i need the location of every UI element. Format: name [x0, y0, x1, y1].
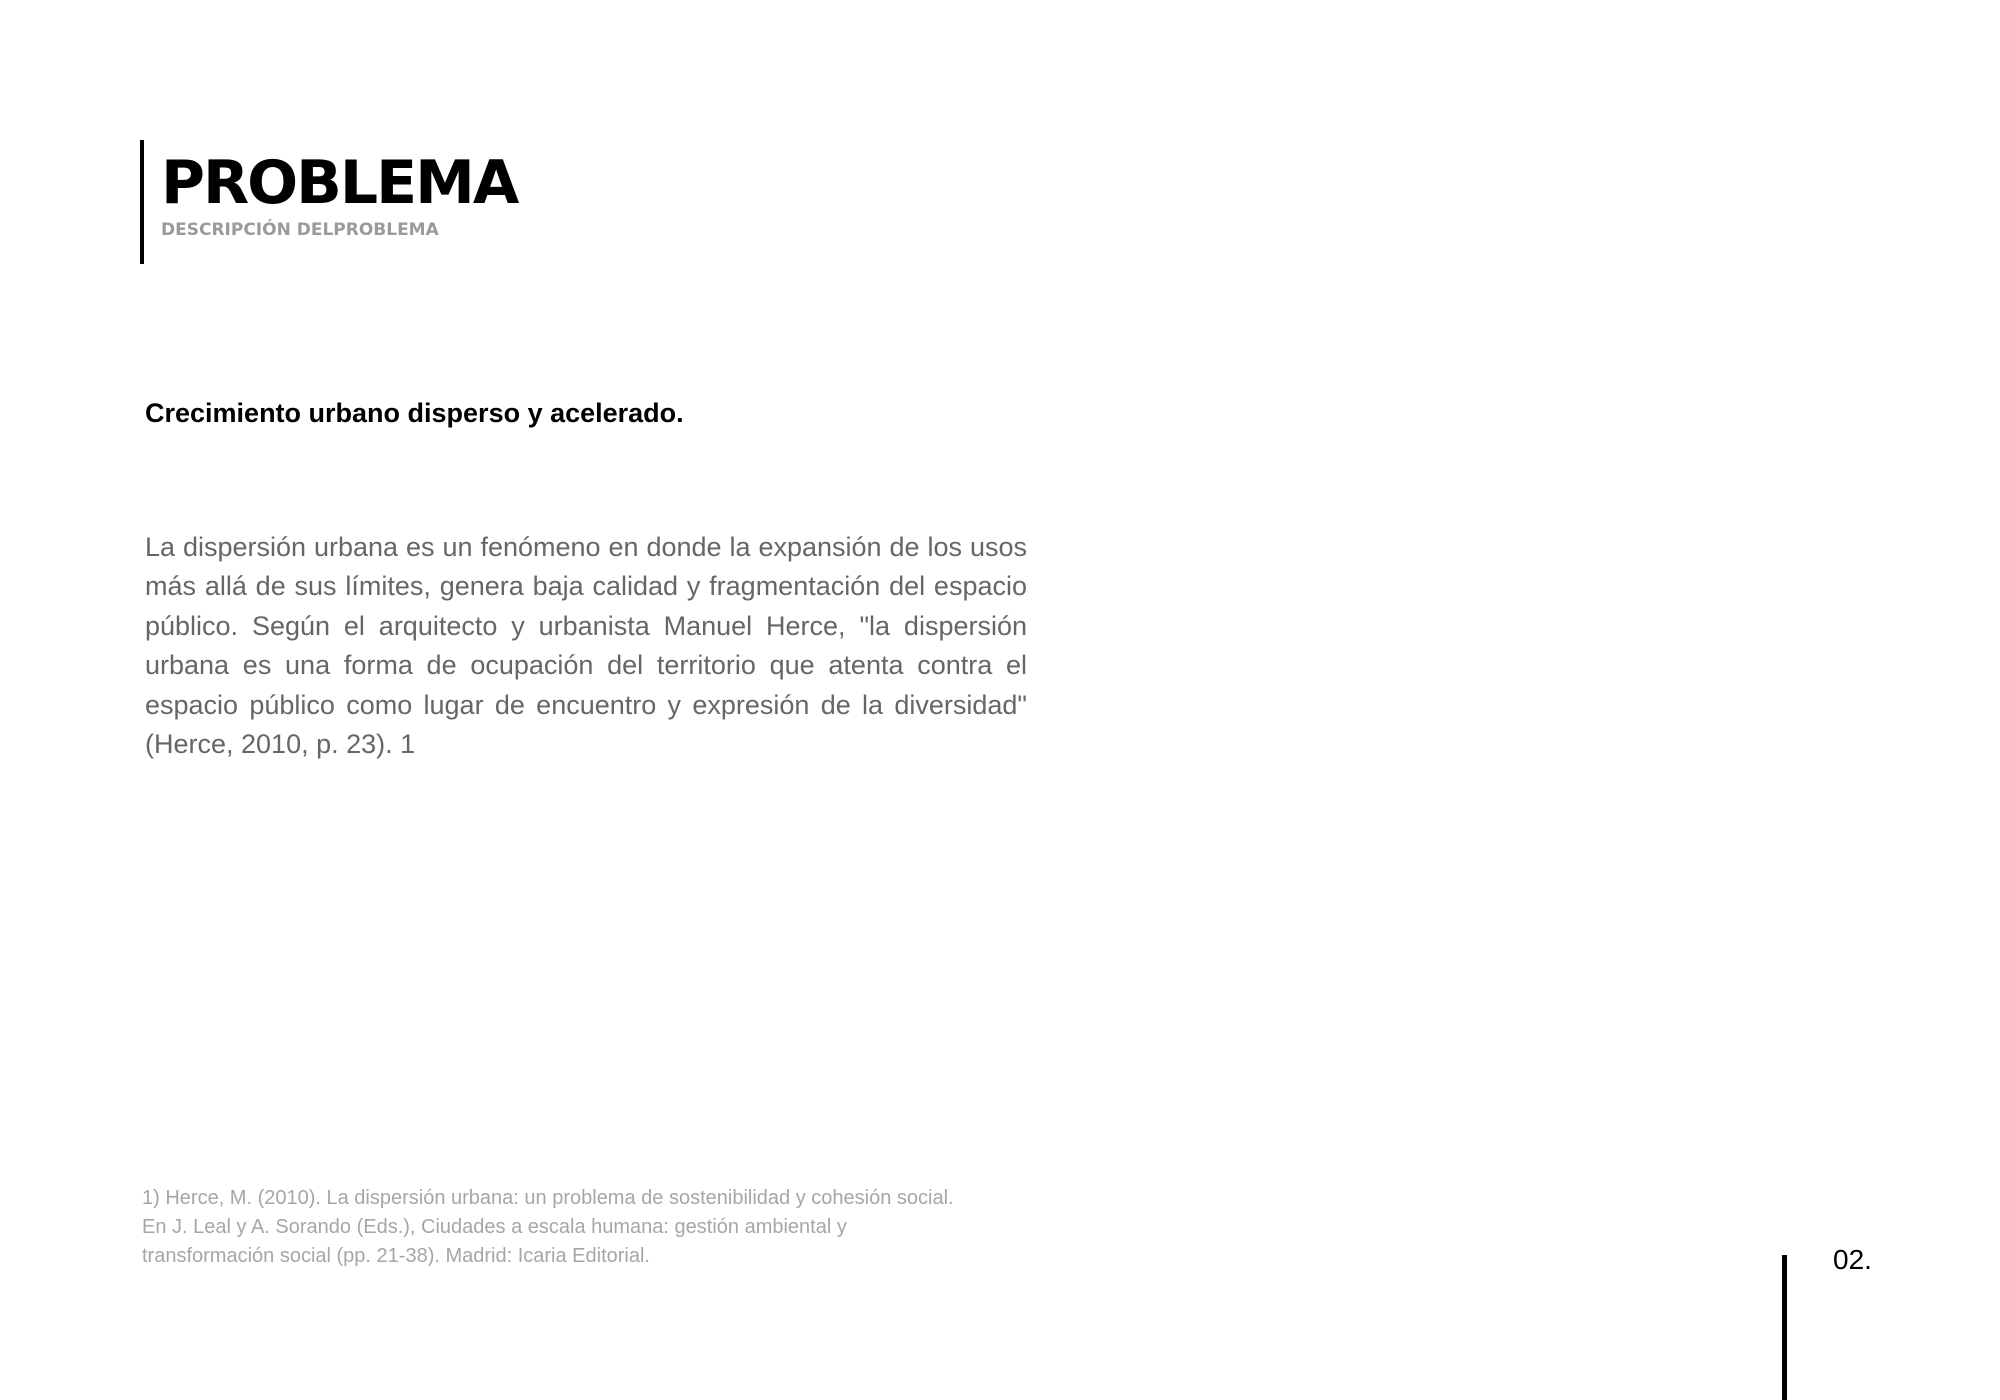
- page-title: PROBLEMA: [161, 148, 518, 218]
- footnote: [142, 1184, 1022, 1271]
- footnote-line: 1) Herce, M. (2010). La dispersión urbana: un problema de sostenibilidad y cohesión social.: [142, 1187, 954, 1209]
- page-number: 02.: [1833, 1244, 1872, 1275]
- title-accent-bar: [140, 140, 144, 264]
- page-subtitle: DESCRIPCIÓN DELPROBLEMA: [161, 220, 439, 240]
- footer-accent-bar: [1782, 1255, 1787, 1400]
- body-paragraph: La dispersión urbana es un fenómeno en donde la expansión de los usos más allá de sus límites, genera baja calidad y fragmentación del espacio público. Según el arquitecto y urbanista Manuel Herce, "la dispersión urbana es una forma de ocupación del territorio que atenta contra el espacio público como lugar de encuentro y expresión de la diversidad" (Herce, 2010, p. 23). 1: [145, 532, 1027, 760]
- footnote-line: transformación social (pp. 21-38). Madrid: Icaria Editorial.: [142, 1245, 650, 1267]
- section-heading: Crecimiento urbano disperso y acelerado.: [145, 398, 684, 428]
- footnote-line: En J. Leal y A. Sorando (Eds.), Ciudades a escala humana: gestión ambiental y: [142, 1216, 847, 1238]
